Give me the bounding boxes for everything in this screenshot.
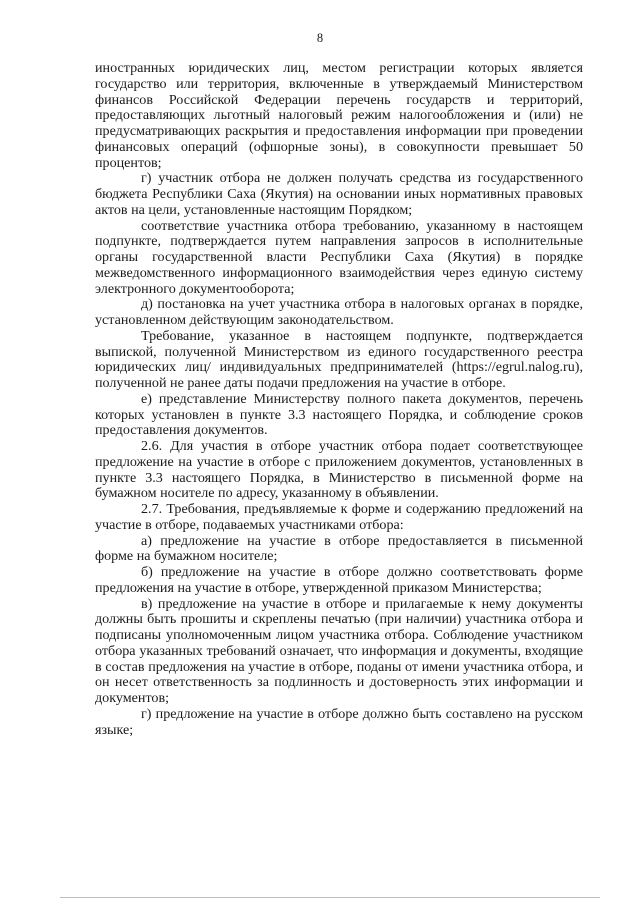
paragraph-item-a-written-form: а) предложение на участие в отборе предоставляется в письменной форме на бумажном носителе;	[95, 532, 583, 565]
paragraph-compliance-verification: соответствие участника отбора требованию, указанному в настоящем подпункте, подтверждается путем направления запросов в исполнительные органы государственной власти Республики Саха (Якутия) в порядке межведомственного информационного взаимодействия через единую систему электронного документооборота;	[95, 217, 583, 297]
paragraph-item-e-documents-package: е) представление Министерству полного пакета документов, перечень которых установлен в пункте 3.3 настоящего Порядка, и соблюдение сроков предоставления документов.	[95, 390, 583, 439]
paragraph-item-b-form-compliance: б) предложение на участие в отборе должно соответствовать форме предложения на участие в отборе, утвержденной приказом Министерства;	[95, 564, 583, 596]
paragraph-item-g-russian-language: г) предложение на участие в отборе должно быть составлено на русском языке;	[95, 705, 583, 738]
paragraph-registry-extract: Требование, указанное в настоящем подпункте, подтверждается выпиской, полученной Министерством из единого государственного реестра юридических лиц/ индивидуальных предпринимателей (https://egrul.nalog.ru), полученной не ранее даты подачи предложения на участие в отборе.	[95, 327, 583, 391]
paragraph-item-d-tax-registration: д) постановка на учет участника отбора в налоговых органах в порядке, установленном действующим законодательством.	[95, 296, 583, 328]
page-number: 8	[316, 31, 324, 45]
paragraph-item-v-binding-signing: в) предложение на участие в отборе и прилагаемые к нему документы должны быть прошиты и скреплены печатью (при наличии) участника отбора и подписаны уполномоченным лицом участника отбора. Соблюдение участником отбора указанных требований означает, что информация и документы, входящие в состав предложения на участие в отборе, поданы от имени участника отбора, и он несет ответственность за подлинность и достоверность этих информации и документов;	[95, 595, 583, 706]
paragraph-section-2-7: 2.7. Требования, предъявляемые к форме и содержанию предложений на участие в отборе, подаваемых участниками отбора:	[95, 501, 583, 533]
document-body	[95, 61, 583, 738]
paragraph-offshore-share: иностранных юридических лиц, местом регистрации которых является государство или территория, включенные в утверждаемый Министерством финансов Российской Федерации перечень государств и территорий, предоставляющих льготный налоговый режим налогообложения и (или) не предусматривающих раскрытия и предоставления информации при проведении финансовых операций (офшорные зоны), в совокупности превышает 50 процентов;	[95, 60, 583, 171]
paragraph-section-2-6: 2.6. Для участия в отборе участник отбора подает соответствующее предложение на участие в отборе с приложением документов, установленных в пункте 3.3 настоящего Порядка, в Министерство в письменной форме на бумажном носителе по адресу, указанному в объявлении.	[95, 438, 583, 502]
scan-edge-divider	[60, 897, 600, 898]
paragraph-item-g-budget-funds: г) участник отбора не должен получать средства из государственного бюджета Республики Саха (Якутия) на основании иных нормативных правовых актов на цели, установленные настоящим Порядком;	[95, 170, 583, 218]
